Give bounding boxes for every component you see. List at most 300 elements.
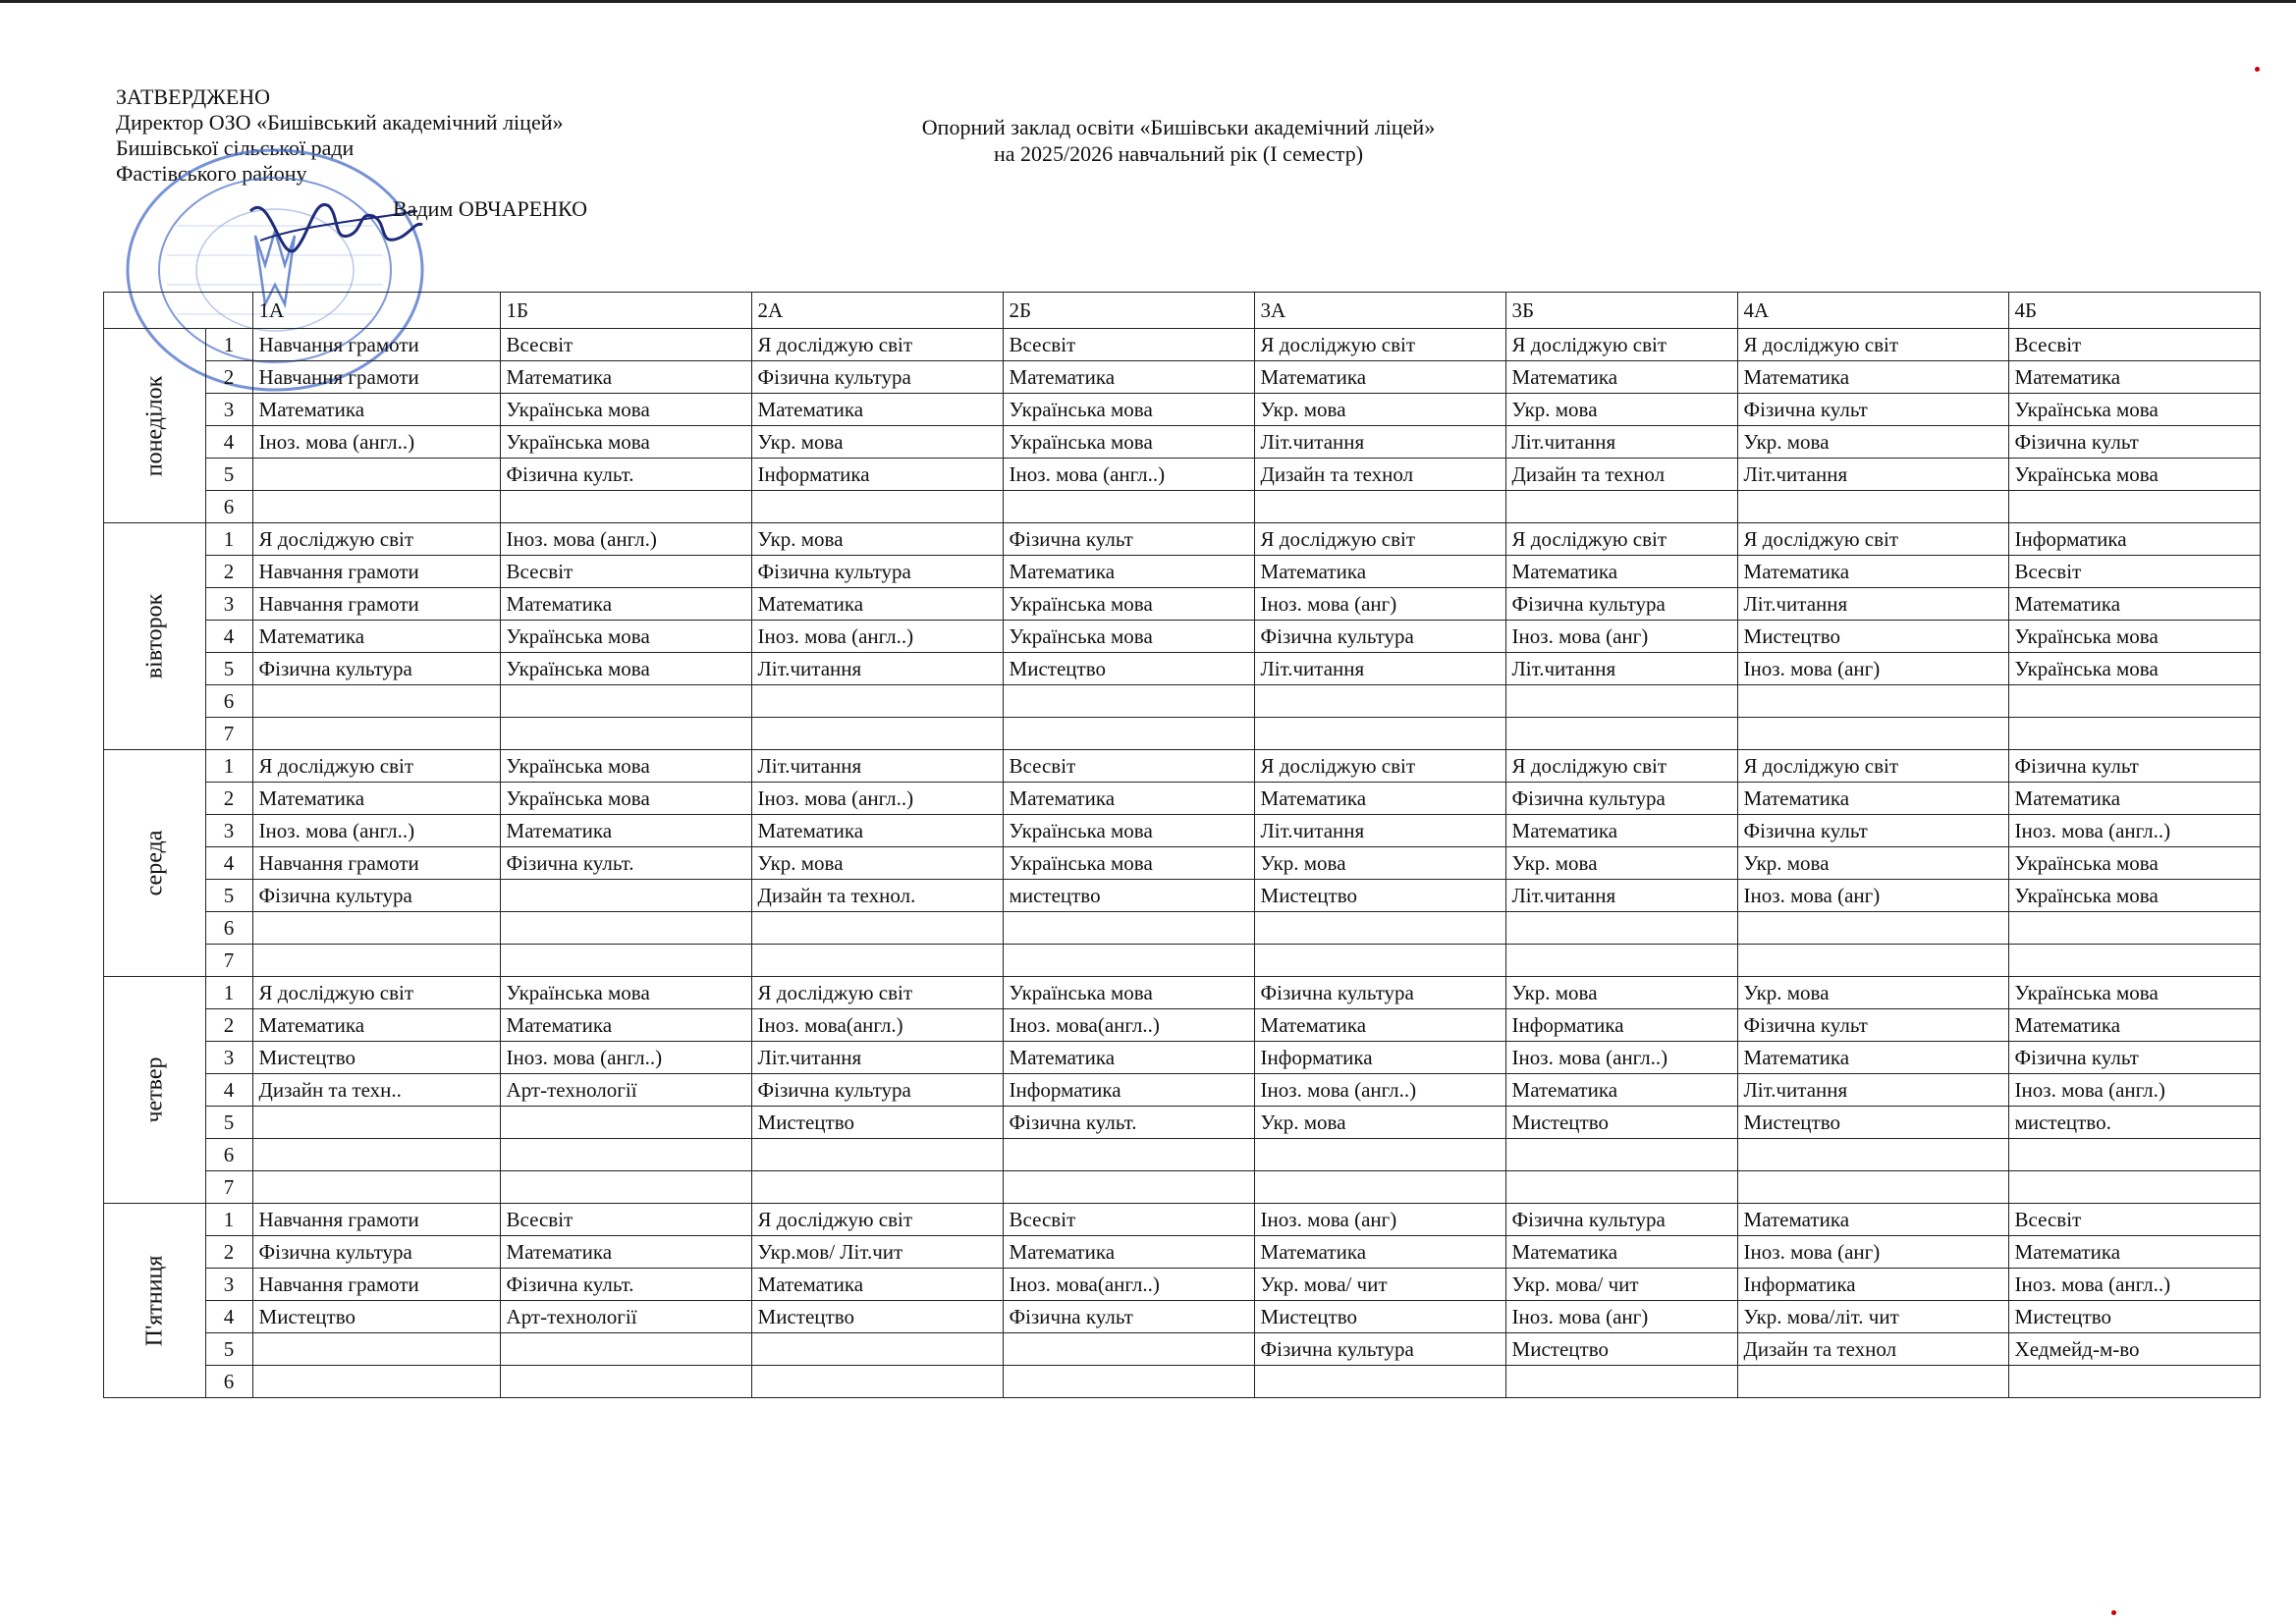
lesson-cell: Українська мова: [1003, 588, 1254, 621]
lesson-cell: [500, 1366, 751, 1398]
lesson-cell: Я досліджую світ: [1254, 523, 1505, 556]
lesson-cell: Фізична культ.: [500, 1269, 751, 1301]
lesson-number: 1: [205, 750, 252, 783]
lesson-cell: Я досліджую світ: [751, 329, 1003, 361]
lesson-cell: Іноз. мова (англ..): [2008, 1269, 2260, 1301]
lesson-cell: Фізична культ: [1737, 1009, 2008, 1042]
lesson-cell: Математика: [2008, 783, 2260, 815]
lesson-number: 6: [205, 491, 252, 523]
lesson-number: 2: [205, 1236, 252, 1269]
lesson-cell: Українська мова: [500, 783, 751, 815]
lesson-cell: Укр. мова: [1254, 847, 1505, 880]
day-label: четвер: [141, 1056, 168, 1123]
lesson-cell: Українська мова: [500, 621, 751, 653]
lesson-cell: Літ.читання: [1505, 653, 1737, 685]
lesson-cell: Іноз. мова (анг): [1505, 621, 1737, 653]
lesson-cell: Математика: [1737, 556, 2008, 588]
lesson-cell: [1505, 685, 1737, 718]
district-line: Фастівського району: [116, 161, 307, 186]
lesson-cell: Математика: [1254, 556, 1505, 588]
lesson-row: [104, 426, 2261, 459]
lesson-cell: Мистецтво: [1737, 1107, 2008, 1139]
lesson-cell: Математика: [1737, 783, 2008, 815]
lesson-cell: [252, 491, 500, 523]
lesson-number: 3: [205, 588, 252, 621]
lesson-cell: [1505, 912, 1737, 945]
class-header: 4Б: [2008, 293, 2260, 329]
header-row: [104, 293, 2261, 329]
day-label: вівторок: [141, 593, 168, 679]
lesson-cell: [2008, 685, 2260, 718]
lesson-cell: Мистецтво: [1254, 1301, 1505, 1333]
lesson-cell: Навчання грамоти: [252, 588, 500, 621]
lesson-cell: Іноз. мова (англ..): [252, 426, 500, 459]
lesson-cell: Іноз. мова (англ..): [1505, 1042, 1737, 1074]
lesson-cell: Фізична культ: [1737, 394, 2008, 426]
lesson-cell: [252, 718, 500, 750]
lesson-cell: Мистецтво: [751, 1107, 1003, 1139]
lesson-row: [104, 880, 2261, 912]
lesson-cell: [500, 718, 751, 750]
lesson-row: [104, 1009, 2261, 1042]
lesson-cell: Літ.читання: [1737, 459, 2008, 491]
lesson-cell: [1505, 718, 1737, 750]
lesson-cell: Інформатика: [1505, 1009, 1737, 1042]
lesson-row: [104, 394, 2261, 426]
lesson-cell: [252, 459, 500, 491]
lesson-number: 6: [205, 1139, 252, 1171]
director-line: Директор ОЗО «Бишівський академічний ліцей»: [116, 110, 564, 135]
lesson-cell: Навчання грамоти: [252, 1269, 500, 1301]
lesson-row: [104, 361, 2261, 394]
day-cell: [104, 523, 206, 750]
lesson-cell: Іноз. мова (англ..): [2008, 815, 2260, 847]
lesson-row: [104, 556, 2261, 588]
director-name: Вадим ОВЧАРЕНКО: [393, 196, 588, 221]
lesson-row: [104, 523, 2261, 556]
lesson-cell: Іноз. мова (анг): [1505, 1301, 1737, 1333]
lesson-cell: Я досліджую світ: [1737, 329, 2008, 361]
lesson-cell: [1505, 1139, 1737, 1171]
class-header: 1А: [252, 293, 500, 329]
lesson-row: [104, 588, 2261, 621]
lesson-cell: [500, 1333, 751, 1366]
lesson-row: [104, 1074, 2261, 1107]
lesson-cell: [2008, 491, 2260, 523]
red-mark: [2111, 1610, 2116, 1615]
lesson-cell: Мистецтво: [2008, 1301, 2260, 1333]
lesson-cell: [751, 1139, 1003, 1171]
lesson-cell: Фізична культура: [1505, 783, 1737, 815]
lesson-cell: [1505, 491, 1737, 523]
lesson-cell: Математика: [500, 1236, 751, 1269]
lesson-cell: Мистецтво: [252, 1042, 500, 1074]
lesson-cell: Інформатика: [2008, 523, 2260, 556]
lesson-cell: Математика: [751, 394, 1003, 426]
lesson-cell: Навчання грамоти: [252, 1204, 500, 1236]
lesson-row: [104, 1366, 2261, 1398]
lesson-cell: Математика: [1505, 1074, 1737, 1107]
lesson-cell: Фізична культ.: [1003, 1107, 1254, 1139]
lesson-cell: Мистецтво: [1505, 1107, 1737, 1139]
lesson-row: [104, 977, 2261, 1009]
lesson-cell: Мистецтво: [1505, 1333, 1737, 1366]
lesson-cell: Інформатика: [1003, 1074, 1254, 1107]
lesson-number: 5: [205, 459, 252, 491]
lesson-cell: Фізична культура: [252, 880, 500, 912]
lesson-number: 5: [205, 653, 252, 685]
lesson-number: 1: [205, 523, 252, 556]
lesson-number: 4: [205, 1074, 252, 1107]
lesson-cell: Фізична культура: [1505, 1204, 1737, 1236]
lesson-cell: Математика: [500, 1009, 751, 1042]
lesson-cell: Дизайн та технол: [1737, 1333, 2008, 1366]
lesson-cell: Іноз. мова (анг): [1737, 653, 2008, 685]
lesson-cell: [252, 1333, 500, 1366]
lesson-row: [104, 329, 2261, 361]
lesson-cell: [2008, 945, 2260, 977]
lesson-cell: Мистецтво: [751, 1301, 1003, 1333]
lesson-cell: Всесвіт: [1003, 1204, 1254, 1236]
lesson-cell: Іноз. мова (англ..): [1003, 459, 1254, 491]
lesson-cell: Літ.читання: [1254, 653, 1505, 685]
lesson-cell: Я досліджую світ: [252, 523, 500, 556]
lesson-cell: Укр. мова: [1737, 977, 2008, 1009]
lesson-cell: Фізична культ: [1737, 815, 2008, 847]
lesson-cell: Фізична культура: [1254, 1333, 1505, 1366]
lesson-cell: Укр.мов/ Літ.чит: [751, 1236, 1003, 1269]
lesson-cell: Укр. мова/літ. чит: [1737, 1301, 2008, 1333]
lesson-cell: [1505, 1171, 1737, 1204]
lesson-row: [104, 718, 2261, 750]
lesson-cell: [252, 1366, 500, 1398]
lesson-cell: Дизайн та технол.: [751, 880, 1003, 912]
lesson-number: 2: [205, 783, 252, 815]
lesson-cell: [1003, 945, 1254, 977]
lesson-cell: [1505, 945, 1737, 977]
lesson-cell: Українська мова: [500, 426, 751, 459]
lesson-cell: Українська мова: [1003, 847, 1254, 880]
lesson-cell: [252, 912, 500, 945]
lesson-cell: [751, 1333, 1003, 1366]
lesson-cell: Всесвіт: [500, 1204, 751, 1236]
lesson-cell: Математика: [500, 815, 751, 847]
corner-cell: [104, 293, 253, 329]
lesson-row: [104, 783, 2261, 815]
lesson-cell: Я досліджую світ: [1254, 750, 1505, 783]
lesson-cell: Математика: [1254, 361, 1505, 394]
lesson-cell: Українська мова: [2008, 621, 2260, 653]
lesson-number: 3: [205, 1042, 252, 1074]
lesson-cell: Всесвіт: [2008, 556, 2260, 588]
lesson-cell: [1737, 912, 2008, 945]
lesson-cell: Всесвіт: [500, 556, 751, 588]
lesson-cell: Українська мова: [2008, 394, 2260, 426]
lesson-cell: Дизайн та технол: [1505, 459, 1737, 491]
lesson-row: [104, 491, 2261, 523]
lesson-row: [104, 1269, 2261, 1301]
lesson-cell: Мистецтво: [1254, 880, 1505, 912]
lesson-cell: [1737, 1171, 2008, 1204]
class-header: 2А: [751, 293, 1003, 329]
lesson-number: 7: [205, 1171, 252, 1204]
lesson-number: 5: [205, 1333, 252, 1366]
lesson-cell: Математика: [1505, 361, 1737, 394]
lesson-cell: Математика: [1254, 1236, 1505, 1269]
lesson-cell: Всесвіт: [1003, 329, 1254, 361]
lesson-cell: Я досліджую світ: [751, 1204, 1003, 1236]
lesson-cell: Іноз. мова (англ..): [1254, 1074, 1505, 1107]
scan-top-edge: [0, 0, 2296, 3]
lesson-cell: мистецтво.: [2008, 1107, 2260, 1139]
lesson-cell: [1003, 1366, 1254, 1398]
lesson-number: 2: [205, 1009, 252, 1042]
lesson-row: [104, 621, 2261, 653]
class-header: 3А: [1254, 293, 1505, 329]
lesson-cell: [1003, 1139, 1254, 1171]
lesson-cell: Фізична культура: [751, 361, 1003, 394]
lesson-cell: Іноз. мова (анг): [1254, 588, 1505, 621]
lesson-cell: [2008, 1171, 2260, 1204]
day-cell: [104, 977, 206, 1204]
lesson-cell: [2008, 718, 2260, 750]
lesson-cell: [1254, 685, 1505, 718]
lesson-cell: [751, 1171, 1003, 1204]
lesson-cell: Навчання грамоти: [252, 556, 500, 588]
lesson-cell: Я досліджую світ: [252, 750, 500, 783]
lesson-cell: Мистецтво: [1003, 653, 1254, 685]
lesson-cell: Іноз. мова (анг): [1737, 1236, 2008, 1269]
lesson-row: [104, 1236, 2261, 1269]
lesson-cell: [1737, 491, 2008, 523]
lesson-cell: [252, 1171, 500, 1204]
red-mark: [2255, 67, 2260, 72]
lesson-cell: Фізична культура: [751, 1074, 1003, 1107]
lesson-cell: Математика: [751, 588, 1003, 621]
lesson-cell: Українська мова: [2008, 880, 2260, 912]
lesson-number: 5: [205, 1107, 252, 1139]
lesson-cell: Фізична культура: [252, 653, 500, 685]
lesson-cell: [1254, 1171, 1505, 1204]
lesson-row: [104, 1107, 2261, 1139]
lesson-cell: Математика: [751, 815, 1003, 847]
lesson-cell: [1737, 1139, 2008, 1171]
lesson-row: [104, 685, 2261, 718]
class-header: 3Б: [1505, 293, 1737, 329]
lesson-cell: Математика: [1737, 1042, 2008, 1074]
lesson-cell: Фізична культура: [751, 556, 1003, 588]
lesson-cell: [500, 912, 751, 945]
lesson-cell: Українська мова: [1003, 977, 1254, 1009]
lesson-cell: [252, 685, 500, 718]
lesson-cell: Літ.читання: [751, 1042, 1003, 1074]
lesson-cell: Всесвіт: [500, 329, 751, 361]
lesson-cell: Укр. мова: [1505, 977, 1737, 1009]
lesson-cell: Іноз. мова (анг): [1254, 1204, 1505, 1236]
day-cell: [104, 1204, 206, 1398]
lesson-cell: Українська мова: [2008, 459, 2260, 491]
lesson-row: [104, 1301, 2261, 1333]
lesson-cell: Математика: [2008, 1009, 2260, 1042]
lesson-cell: Навчання грамоти: [252, 329, 500, 361]
lesson-cell: Фізична культ: [2008, 750, 2260, 783]
lesson-cell: Математика: [2008, 361, 2260, 394]
lesson-cell: Фізична культ: [2008, 426, 2260, 459]
lesson-cell: Літ.читання: [751, 653, 1003, 685]
lesson-cell: [1254, 718, 1505, 750]
lesson-cell: Укр. мова: [1737, 426, 2008, 459]
lesson-row: [104, 945, 2261, 977]
lesson-number: 4: [205, 426, 252, 459]
lesson-cell: Математика: [1505, 556, 1737, 588]
lesson-cell: Літ.читання: [1737, 1074, 2008, 1107]
lesson-row: [104, 912, 2261, 945]
lesson-row: [104, 750, 2261, 783]
lesson-cell: [1737, 1366, 2008, 1398]
lesson-number: 2: [205, 361, 252, 394]
lesson-cell: Хедмейд-м-во: [2008, 1333, 2260, 1366]
day-label: П'ятниця: [141, 1255, 168, 1346]
lesson-cell: [1003, 718, 1254, 750]
lesson-cell: Мистецтво: [1737, 621, 2008, 653]
lesson-cell: Укр. мова: [1254, 1107, 1505, 1139]
lesson-cell: Фізична культ: [1003, 1301, 1254, 1333]
lesson-cell: Математика: [1003, 1236, 1254, 1269]
lesson-cell: [500, 945, 751, 977]
lesson-cell: [1254, 1366, 1505, 1398]
class-header: 2Б: [1003, 293, 1254, 329]
lesson-cell: Я досліджую світ: [1254, 329, 1505, 361]
lesson-number: 7: [205, 718, 252, 750]
lesson-cell: Інформатика: [1737, 1269, 2008, 1301]
lesson-cell: Математика: [1003, 783, 1254, 815]
lesson-cell: Укр. мова/ чит: [1505, 1269, 1737, 1301]
lesson-cell: Іноз. мова (англ..): [252, 815, 500, 847]
lesson-cell: Математика: [1505, 1236, 1737, 1269]
lesson-number: 7: [205, 945, 252, 977]
lesson-cell: Математика: [500, 361, 751, 394]
class-header: 1Б: [500, 293, 751, 329]
day-label: понеділок: [141, 375, 168, 476]
lesson-cell: Арт-технології: [500, 1301, 751, 1333]
lesson-cell: [1254, 491, 1505, 523]
lesson-cell: [252, 1107, 500, 1139]
lesson-cell: Українська мова: [1003, 815, 1254, 847]
schedule-table: [103, 292, 2261, 1398]
lesson-cell: Математика: [1737, 1204, 2008, 1236]
lesson-cell: Математика: [2008, 1236, 2260, 1269]
lesson-cell: [1254, 912, 1505, 945]
lesson-number: 4: [205, 621, 252, 653]
lesson-cell: Фізична культура: [1505, 588, 1737, 621]
lesson-cell: Всесвіт: [2008, 329, 2260, 361]
lesson-cell: Літ.читання: [751, 750, 1003, 783]
lesson-cell: Укр. мова: [751, 523, 1003, 556]
day-label: середа: [141, 830, 168, 896]
lesson-cell: [1003, 1171, 1254, 1204]
lesson-row: [104, 815, 2261, 847]
lesson-cell: Я досліджую світ: [1737, 523, 2008, 556]
lesson-cell: Математика: [1003, 556, 1254, 588]
lesson-cell: [1003, 685, 1254, 718]
lesson-cell: Математика: [1003, 1042, 1254, 1074]
lesson-cell: [252, 1139, 500, 1171]
lesson-cell: Всесвіт: [2008, 1204, 2260, 1236]
lesson-cell: Навчання грамоти: [252, 361, 500, 394]
lesson-cell: [1737, 685, 2008, 718]
lesson-cell: Українська мова: [500, 750, 751, 783]
day-cell: [104, 329, 206, 523]
lesson-cell: Математика: [1505, 815, 1737, 847]
lesson-cell: [2008, 1366, 2260, 1398]
lesson-cell: Укр. мова: [751, 426, 1003, 459]
title-line-2: на 2025/2026 навчальний рік (І семестр): [993, 141, 1364, 166]
lesson-cell: Літ.читання: [1254, 815, 1505, 847]
lesson-cell: Інформатика: [1254, 1042, 1505, 1074]
lesson-cell: Укр. мова: [1254, 394, 1505, 426]
lesson-number: 1: [205, 329, 252, 361]
lesson-number: 4: [205, 1301, 252, 1333]
lesson-cell: [500, 1107, 751, 1139]
lesson-row: [104, 1171, 2261, 1204]
lesson-cell: Математика: [2008, 588, 2260, 621]
lesson-cell: Іноз. мова (англ..): [751, 783, 1003, 815]
lesson-row: [104, 459, 2261, 491]
lesson-cell: Математика: [252, 783, 500, 815]
lesson-cell: Українська мова: [500, 653, 751, 685]
lesson-cell: Математика: [1254, 783, 1505, 815]
lesson-cell: Укр. мова: [1505, 394, 1737, 426]
lesson-cell: [1505, 1366, 1737, 1398]
lesson-cell: [1737, 945, 2008, 977]
lesson-cell: [500, 685, 751, 718]
director-signature-icon: [241, 182, 427, 270]
lesson-cell: Математика: [751, 1269, 1003, 1301]
lesson-cell: Я досліджую світ: [1505, 329, 1737, 361]
lesson-number: 2: [205, 556, 252, 588]
lesson-number: 3: [205, 394, 252, 426]
lesson-cell: Фізична культура: [252, 1236, 500, 1269]
lesson-cell: Математика: [1003, 361, 1254, 394]
lesson-cell: [751, 945, 1003, 977]
lesson-cell: [500, 1139, 751, 1171]
lesson-number: 6: [205, 912, 252, 945]
lesson-cell: Інформатика: [751, 459, 1003, 491]
lesson-cell: Дизайн та техн..: [252, 1074, 500, 1107]
lesson-number: 4: [205, 847, 252, 880]
lesson-cell: Літ.читання: [1505, 880, 1737, 912]
lesson-cell: Я досліджую світ: [1505, 523, 1737, 556]
lesson-cell: Фізична культура: [1254, 621, 1505, 653]
lesson-cell: [2008, 1139, 2260, 1171]
lesson-cell: Всесвіт: [1003, 750, 1254, 783]
day-cell: [104, 750, 206, 977]
lesson-cell: [751, 491, 1003, 523]
approved-heading: ЗАТВЕРДЖЕНО: [116, 84, 271, 109]
schedule-table-wrapper: [103, 292, 2261, 1398]
lesson-number: 1: [205, 977, 252, 1009]
lesson-cell: Математика: [500, 588, 751, 621]
lesson-cell: Іноз. мова(англ..): [1003, 1269, 1254, 1301]
lesson-cell: Іноз. мова (англ..): [751, 621, 1003, 653]
lesson-cell: Українська мова: [1003, 621, 1254, 653]
lesson-cell: Математика: [252, 621, 500, 653]
lesson-cell: [1003, 1333, 1254, 1366]
lesson-cell: Українська мова: [500, 394, 751, 426]
lesson-cell: Математика: [1737, 361, 2008, 394]
document-title: [746, 114, 1611, 167]
lesson-cell: Укр. мова: [1737, 847, 2008, 880]
